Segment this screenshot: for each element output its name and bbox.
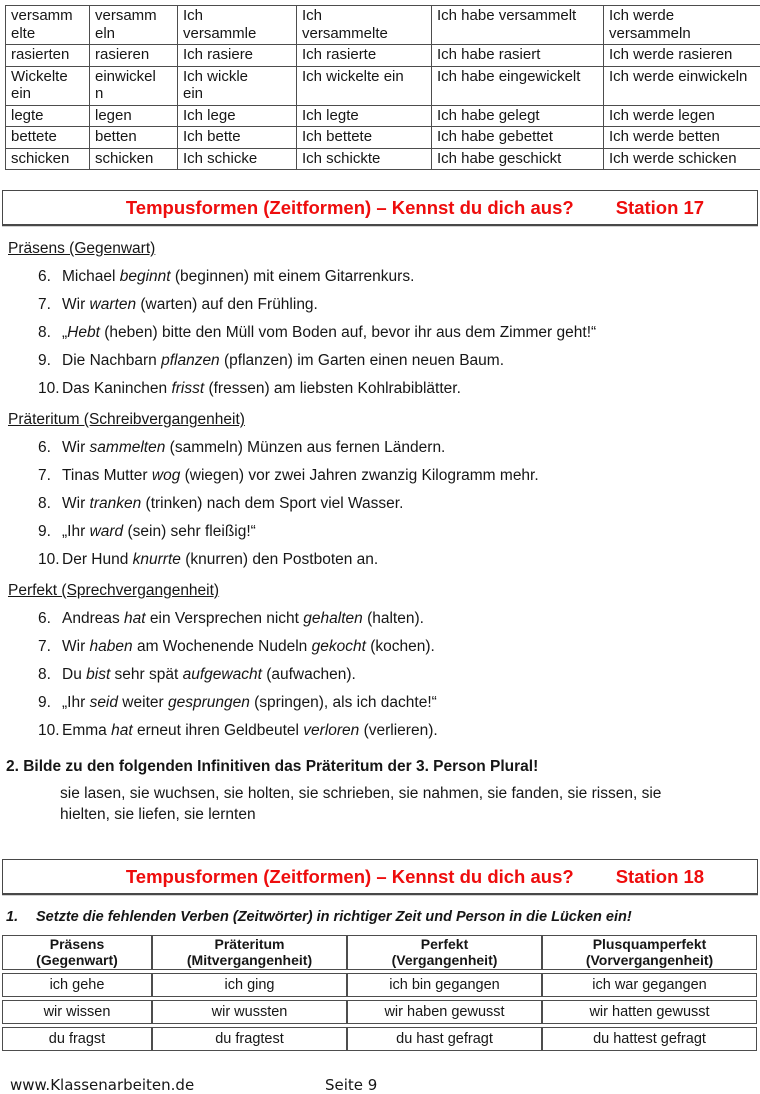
item-text: „Ihr ward (sein) sehr fleißig!“ — [62, 523, 256, 540]
station-17-label: Station 17 — [616, 197, 704, 219]
verb-table-cell: Ich rasiere — [178, 45, 297, 67]
item-text: Du bist sehr spät aufgewacht (aufwachen). — [62, 666, 356, 683]
verb-table-cell: Ich werde einwickeln — [604, 66, 760, 105]
verb-table-cell: Ich versammle — [178, 6, 297, 45]
verb-table-cell: rasieren — [90, 45, 178, 67]
item-number: 8. — [38, 323, 62, 342]
item-number: 7. — [38, 637, 62, 656]
verb-conjugation-table — [5, 5, 760, 170]
list-item — [38, 438, 760, 457]
list-item — [38, 494, 760, 513]
verb-table-cell: schicken — [90, 148, 178, 170]
station-18-title: Tempusformen (Zeitformen) – Kennst du dich aus? — [126, 866, 574, 888]
verb-table-cell: legen — [90, 105, 178, 127]
item-text: Michael beginnt (beginnen) mit einem Gitarrenkurs. — [62, 268, 414, 285]
worksheet-page — [0, 5, 760, 1093]
item-text: Tinas Mutter wog (wiegen) vor zwei Jahren zwanzig Kilogramm mehr. — [62, 467, 539, 484]
list-item — [38, 721, 760, 740]
item-number: 9. — [38, 693, 62, 712]
item-number: 10. — [38, 721, 62, 740]
verb-table-row — [6, 148, 760, 170]
verb-table-cell: Ich habe rasiert — [432, 45, 604, 67]
item-number: 9. — [38, 522, 62, 541]
verb-table-cell: Ich werde betten — [604, 127, 760, 149]
list-item — [38, 267, 760, 286]
verb-table-cell: versamm elte — [6, 6, 90, 45]
verb-table-cell: einwickel n — [90, 66, 178, 105]
item-number: 10. — [38, 550, 62, 569]
verb-table-cell: Ich rasierte — [297, 45, 432, 67]
list-item — [38, 665, 760, 684]
tense-table-cell: du hast gefragt — [347, 1027, 542, 1051]
tense-table-header-row — [2, 935, 757, 970]
verb-table-cell: betten — [90, 127, 178, 149]
item-text: Der Hund knurrte (knurren) den Postboten an. — [62, 551, 378, 568]
verb-table-cell: Ich schicke — [178, 148, 297, 170]
verb-table-cell: Ich wickle ein — [178, 66, 297, 105]
tense-table-cell: wir wissen — [2, 1000, 152, 1024]
list-item — [38, 637, 760, 656]
verb-table-cell: Ich habe geschickt — [432, 148, 604, 170]
tense-column-header: Perfekt (Vergangenheit) — [347, 935, 542, 970]
verb-table-row — [6, 45, 760, 67]
footer-site-link: www.Klassenarbeiten.de — [10, 1076, 194, 1094]
item-text: Andreas hat ein Versprechen nicht gehalten (halten). — [62, 610, 424, 627]
verb-table-cell: versamm eln — [90, 6, 178, 45]
verb-table-cell: Ich versammelte — [297, 6, 432, 45]
footer-page-number: Seite 9 — [325, 1076, 377, 1094]
item-text: Wir tranken (trinken) nach dem Sport viel Wasser. — [62, 495, 403, 512]
list-item — [38, 323, 760, 342]
task2-answer: sie lasen, sie wuchsen, sie holten, sie schrieben, sie nahmen, sie fanden, sie rissen, sie hielten, sie liefen, sie lernten — [60, 783, 730, 825]
list-item — [38, 522, 760, 541]
tense-section — [0, 582, 760, 740]
tense-table-cell: du fragtest — [152, 1027, 347, 1051]
tense-table-row — [2, 1027, 757, 1051]
verb-table-cell: Ich habe gelegt — [432, 105, 604, 127]
tense-column-header: Präteritum (Mitvergangenheit) — [152, 935, 347, 970]
verb-table-row — [6, 66, 760, 105]
verb-table-cell: rasierten — [6, 45, 90, 67]
list-item — [38, 550, 760, 569]
tense-table-cell: du hattest gefragt — [542, 1027, 757, 1051]
verb-table-cell: Ich werde schicken — [604, 148, 760, 170]
tense-table-cell: wir hatten gewusst — [542, 1000, 757, 1024]
tense-table-cell: ich gehe — [2, 973, 152, 997]
item-number: 7. — [38, 295, 62, 314]
instruction-number: 1. — [6, 909, 36, 925]
section-heading: Präsens (Gegenwart) — [8, 240, 760, 258]
tense-table-row — [2, 973, 757, 997]
item-text: „Hebt (heben) bitte den Müll vom Boden auf, bevor ihr aus dem Zimmer geht!“ — [62, 324, 596, 341]
verb-table-cell: Ich werde rasieren — [604, 45, 760, 67]
verb-table-row — [6, 6, 760, 45]
item-text: Wir sammelten (sammeln) Münzen aus fernen Ländern. — [62, 439, 445, 456]
station-18-label: Station 18 — [616, 866, 704, 888]
verb-table-row — [6, 127, 760, 149]
tense-exercise-sections — [0, 240, 760, 740]
item-number: 6. — [38, 609, 62, 628]
tense-column-header: Plusquamperfekt (Vorvergangenheit) — [542, 935, 757, 970]
item-text: Emma hat erneut ihren Geldbeutel verloren (verlieren). — [62, 722, 438, 739]
verb-table-cell: Ich bette — [178, 127, 297, 149]
tense-table-cell: du fragst — [2, 1027, 152, 1051]
tense-table-cell: wir wussten — [152, 1000, 347, 1024]
verb-table-row — [6, 105, 760, 127]
station-17-title: Tempusformen (Zeitformen) – Kennst du dich aus? — [126, 197, 574, 219]
instruction-text: Setzte die fehlenden Verben (Zeitwörter) in richtiger Zeit und Person in die Lücken ein! — [36, 909, 632, 925]
verb-conjugation-table-body — [6, 6, 760, 170]
station-18-banner — [2, 859, 758, 895]
station-17-banner — [2, 190, 758, 226]
tense-fill-in-table — [2, 932, 757, 1054]
task1-instruction — [6, 909, 760, 925]
verb-table-cell: Ich werde versammeln — [604, 6, 760, 45]
verb-table-cell: Ich habe eingewickelt — [432, 66, 604, 105]
verb-table-cell: Wickelte ein — [6, 66, 90, 105]
list-item — [38, 609, 760, 628]
verb-table-cell: Ich bettete — [297, 127, 432, 149]
verb-table-cell: Ich lege — [178, 105, 297, 127]
tense-section — [0, 240, 760, 398]
tense-column-header: Präsens (Gegenwart) — [2, 935, 152, 970]
list-item — [38, 466, 760, 485]
verb-table-cell: schicken — [6, 148, 90, 170]
list-item — [38, 295, 760, 314]
item-text: „Ihr seid weiter gesprungen (springen), als ich dachte!“ — [62, 694, 437, 711]
item-number: 6. — [38, 438, 62, 457]
item-number: 8. — [38, 494, 62, 513]
verb-table-cell: Ich habe versammelt — [432, 6, 604, 45]
verb-table-cell: Ich schickte — [297, 148, 432, 170]
item-text: Wir warten (warten) auf den Frühling. — [62, 296, 318, 313]
verb-table-cell: Ich wickelte ein — [297, 66, 432, 105]
tense-table-cell: wir haben gewusst — [347, 1000, 542, 1024]
item-number: 6. — [38, 267, 62, 286]
item-number: 8. — [38, 665, 62, 684]
list-item — [38, 379, 760, 398]
verb-table-cell: bettete — [6, 127, 90, 149]
item-text: Das Kaninchen frisst (fressen) am liebsten Kohlrabiblätter. — [62, 380, 461, 397]
item-text: Die Nachbarn pflanzen (pflanzen) im Garten einen neuen Baum. — [62, 352, 504, 369]
verb-table-cell: legte — [6, 105, 90, 127]
verb-table-cell: Ich werde legen — [604, 105, 760, 127]
tense-table-cell: ich ging — [152, 973, 347, 997]
list-item — [38, 351, 760, 370]
section-heading: Präteritum (Schreibvergangenheit) — [8, 411, 760, 429]
tense-table-row — [2, 1000, 757, 1024]
verb-table-cell: Ich habe gebettet — [432, 127, 604, 149]
verb-table-cell: Ich legte — [297, 105, 432, 127]
item-number: 7. — [38, 466, 62, 485]
tense-table-cell: ich war gegangen — [542, 973, 757, 997]
list-item — [38, 693, 760, 712]
tense-table-body — [2, 973, 757, 1051]
item-number: 9. — [38, 351, 62, 370]
tense-table-cell: ich bin gegangen — [347, 973, 542, 997]
task2-title: 2. Bilde zu den folgenden Infinitiven das Präteritum der 3. Person Plural! — [6, 758, 730, 776]
item-text: Wir haben am Wochenende Nudeln gekocht (kochen). — [62, 638, 435, 655]
tense-section — [0, 411, 760, 569]
section-heading: Perfekt (Sprechvergangenheit) — [8, 582, 760, 600]
item-number: 10. — [38, 379, 62, 398]
